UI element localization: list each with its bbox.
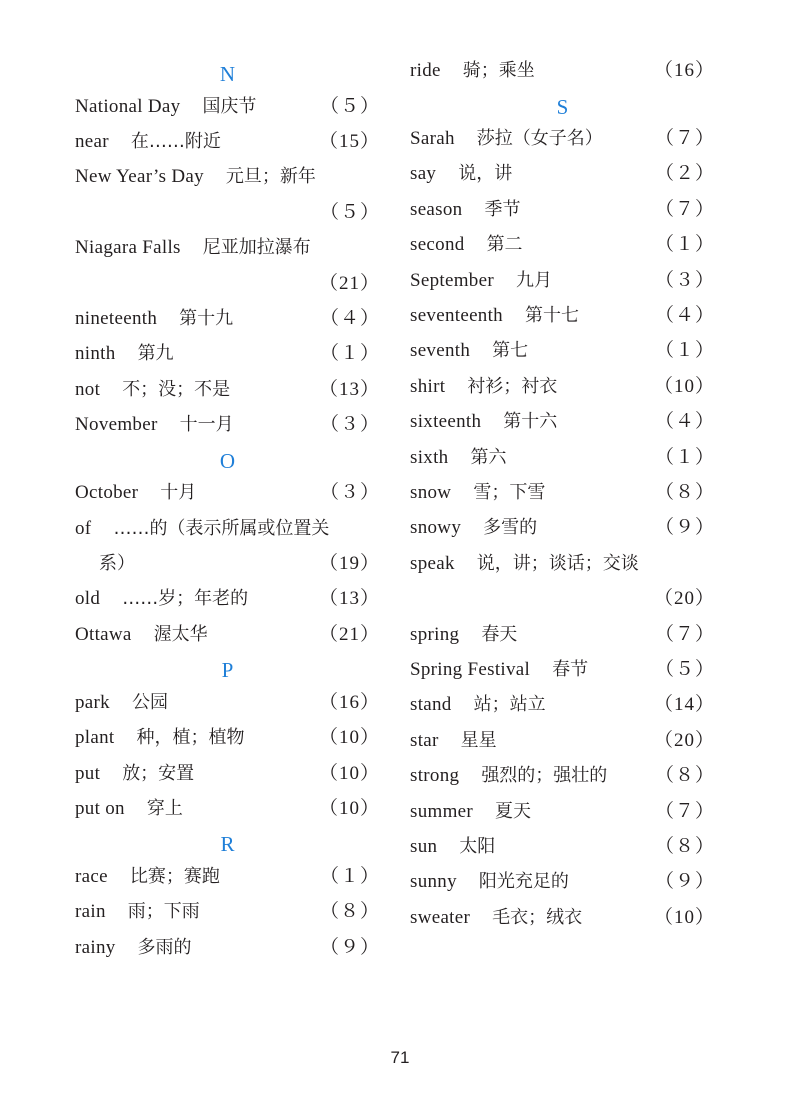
entry-meaning: 夏天	[495, 800, 532, 822]
glossary-entry-unit-line	[75, 269, 380, 299]
entry-meaning: 季节	[484, 198, 521, 220]
entry-meaning: 强烈的；强壮的	[481, 765, 608, 787]
entry-unit-number: （５）	[319, 95, 380, 117]
entry-meaning: 第十九	[179, 307, 234, 329]
entry-unit-number: （７）	[654, 128, 715, 149]
entry-meaning-continuation: 系）	[99, 552, 135, 574]
entry-unit-number: （９）	[319, 936, 380, 958]
entry-unit-number: （10）	[653, 906, 715, 928]
entry-word: November	[75, 414, 158, 436]
entry-unit-number: （10）	[653, 375, 715, 397]
entry-word: New Year’s Day	[75, 166, 204, 188]
glossary-entry	[75, 339, 380, 369]
entry-word: speak	[410, 552, 455, 574]
entry-word: ninth	[75, 343, 116, 365]
glossary-entry	[410, 266, 715, 296]
entry-word: stand	[410, 694, 452, 716]
entry-unit-number: （４）	[654, 411, 715, 433]
entry-meaning: 第九	[137, 343, 174, 365]
entry-unit-number: （１）	[654, 234, 715, 256]
glossary-entry	[410, 230, 715, 260]
entry-word: strong	[410, 765, 460, 787]
entry-meaning: 在……附近	[130, 130, 221, 152]
glossary-entry	[410, 867, 715, 897]
entry-meaning: 比赛；赛跑	[129, 865, 220, 887]
entry-word: seventeenth	[410, 305, 503, 326]
entry-meaning: 春天	[481, 623, 518, 645]
entry-word: Spring Festival	[410, 659, 531, 680]
entry-meaning: 不；没；不是	[122, 378, 231, 400]
glossary-entry	[410, 513, 715, 543]
entry-word: sunny	[410, 871, 457, 893]
glossary-entry	[410, 195, 715, 225]
entry-meaning: 第七	[492, 340, 529, 362]
entry-meaning: 多雪的	[483, 517, 538, 539]
glossary-entry	[410, 549, 715, 579]
entry-word: not	[75, 378, 101, 400]
glossary-entry	[75, 514, 380, 544]
entry-word: sixth	[410, 446, 449, 468]
glossary-entry-unit-line	[75, 198, 380, 228]
glossary-entry	[410, 124, 715, 154]
entry-meaning: 渥太华	[153, 623, 208, 645]
entry-meaning: 第二	[486, 234, 523, 256]
entry-word: race	[75, 865, 108, 887]
glossary-entry	[410, 655, 715, 685]
glossary-entry	[410, 443, 715, 473]
entry-unit-number: （15）	[318, 130, 380, 152]
glossary-entry	[75, 759, 380, 789]
entry-meaning: 十月	[160, 482, 197, 504]
glossary-entry	[75, 688, 380, 718]
entry-unit-number: （８）	[654, 765, 715, 787]
page-number: 71	[390, 1048, 410, 1067]
entry-meaning: 阳光充足的	[478, 871, 569, 893]
entry-meaning: 星星	[460, 729, 497, 751]
entry-meaning: 第十七	[524, 305, 579, 326]
glossary-entry	[410, 690, 715, 720]
entry-meaning: 第六	[470, 446, 507, 468]
entry-unit-number: （９）	[654, 517, 715, 539]
entry-word: say	[410, 163, 437, 185]
glossary-entry	[410, 797, 715, 827]
glossary-entry	[410, 407, 715, 437]
entry-meaning: 公园	[131, 691, 168, 713]
entry-meaning: 九月	[515, 269, 552, 291]
glossary-entry	[410, 159, 715, 189]
glossary-entry	[75, 233, 380, 263]
entry-word: September	[410, 269, 494, 291]
glossary-entry	[75, 304, 380, 334]
entry-meaning: 穿上	[146, 797, 183, 819]
section-letter-heading: R	[220, 832, 235, 857]
entry-unit-number: （３）	[319, 482, 380, 504]
glossary-entry	[75, 478, 380, 508]
entry-word: sixteenth	[410, 411, 482, 433]
entry-word: put	[75, 762, 101, 784]
entry-unit-number: （８）	[319, 901, 380, 923]
entry-word: put on	[75, 797, 125, 819]
entry-meaning: 十一月	[179, 414, 234, 436]
glossary-entry	[410, 726, 715, 756]
entry-meaning: 放；安置	[122, 762, 195, 784]
glossary-entry	[75, 162, 380, 192]
glossary-entry-continuation	[75, 549, 380, 579]
section-letter-heading: N	[219, 62, 236, 86]
entry-word: October	[75, 482, 139, 504]
entry-word: second	[410, 234, 465, 256]
entry-unit-number: （16）	[653, 60, 715, 81]
entry-word: shirt	[410, 375, 446, 397]
entry-word: snow	[410, 482, 452, 503]
entry-unit-number: （１）	[319, 343, 380, 365]
entry-unit-number: （13）	[318, 588, 380, 610]
entry-unit-number: （８）	[654, 836, 715, 857]
entry-unit-number: （21）	[318, 623, 380, 645]
entry-meaning: 尼亚加拉瀑布	[202, 237, 311, 259]
entry-meaning: 站；站立	[473, 694, 546, 716]
entry-meaning: 国庆节	[202, 95, 257, 117]
entry-word: nineteenth	[75, 307, 158, 329]
entry-word: Niagara Falls	[75, 237, 181, 259]
entry-meaning: 衬衫；衬衣	[467, 375, 558, 397]
entry-unit-number: （１）	[654, 340, 715, 362]
entry-word: rainy	[75, 936, 116, 958]
entry-word: ride	[410, 60, 441, 81]
entry-word: old	[75, 588, 101, 610]
entry-unit-number: （14）	[653, 694, 715, 716]
entry-unit-number: （10）	[318, 797, 380, 819]
entry-unit-number: （10）	[318, 727, 380, 749]
entry-unit-number: （１）	[654, 446, 715, 468]
entry-unit-number: （10）	[318, 762, 380, 784]
entry-word: Ottawa	[75, 623, 132, 645]
entry-meaning: 骑；乘坐	[462, 60, 535, 81]
glossary-entry	[410, 56, 715, 86]
glossary-entry	[75, 584, 380, 614]
entry-word: sweater	[410, 906, 471, 928]
glossary-entry	[410, 372, 715, 402]
entry-unit-number: （16）	[318, 691, 380, 713]
entry-word: season	[410, 198, 463, 220]
entry-meaning: 元旦；新年	[225, 166, 316, 188]
entry-meaning: 雨；下雨	[127, 901, 200, 923]
section-letter-heading: S	[556, 94, 569, 119]
entry-unit-number: （８）	[654, 482, 715, 503]
entry-word: seventh	[410, 340, 471, 362]
entry-unit-number: （20）	[653, 588, 715, 610]
entry-meaning: 毛衣；绒衣	[492, 906, 583, 928]
glossary-entry	[75, 375, 380, 405]
entry-meaning: 第十六	[503, 411, 558, 433]
entry-word: star	[410, 729, 439, 751]
glossary-entry	[410, 478, 715, 508]
glossary-entry	[75, 862, 380, 892]
entry-meaning: 莎拉（女子名）	[476, 128, 603, 149]
entry-meaning: 说，讲；谈话；交谈	[476, 552, 639, 574]
glossary-entry-unit-line	[410, 584, 715, 614]
entry-meaning: 多雨的	[137, 936, 192, 958]
entry-unit-number: （２）	[654, 163, 715, 185]
entry-meaning: 说，讲	[458, 163, 513, 185]
glossary-entry	[75, 127, 380, 157]
entry-unit-number: （５）	[654, 659, 715, 680]
entry-word: park	[75, 691, 110, 713]
glossary-entry	[410, 301, 715, 331]
entry-unit-number: （３）	[319, 414, 380, 436]
glossary-entry	[410, 761, 715, 791]
glossary-entry	[410, 832, 715, 862]
entry-word: summer	[410, 800, 474, 822]
glossary-entry	[75, 933, 380, 963]
entry-meaning: ……的（表示所属或位置关	[113, 517, 330, 539]
entry-meaning: 雪；下雪	[473, 482, 546, 503]
glossary-entry	[75, 620, 380, 650]
entry-unit-number: （19）	[318, 552, 380, 574]
entry-word: Sarah	[410, 128, 455, 149]
entry-meaning: 种，植；植物	[136, 727, 245, 749]
glossary-entry	[75, 410, 380, 440]
entry-word: spring	[410, 623, 460, 645]
entry-meaning: 太阳	[459, 836, 496, 857]
glossary-entry	[410, 620, 715, 650]
section-letter-heading: O	[219, 448, 236, 473]
glossary-entry	[75, 723, 380, 753]
glossary-entry	[75, 92, 380, 122]
entry-unit-number: （７）	[654, 623, 715, 645]
entry-word: rain	[75, 901, 106, 923]
entry-unit-number: （５）	[319, 201, 380, 223]
entry-unit-number: （13）	[318, 378, 380, 400]
entry-word: sun	[410, 836, 438, 857]
entry-word: of	[75, 517, 92, 539]
glossary-entry	[75, 794, 380, 824]
entry-unit-number: （21）	[318, 272, 380, 294]
glossary-entry	[410, 336, 715, 366]
entry-unit-number: （７）	[654, 800, 715, 822]
entry-unit-number: （３）	[654, 269, 715, 291]
entry-unit-number: （４）	[654, 305, 715, 326]
entry-unit-number: （１）	[319, 865, 380, 887]
glossary-entry	[410, 903, 715, 933]
entry-word: plant	[75, 727, 115, 749]
entry-word: National Day	[75, 95, 181, 117]
entry-unit-number: （７）	[654, 198, 715, 220]
entry-unit-number: （20）	[653, 729, 715, 751]
entry-meaning: 春节	[552, 659, 589, 680]
entry-meaning: ……岁；年老的	[122, 588, 249, 610]
entry-unit-number: （４）	[319, 307, 380, 329]
entry-unit-number: （９）	[654, 871, 715, 893]
glossary-entry	[75, 897, 380, 927]
section-letter-heading: P	[221, 658, 234, 683]
entry-word: snowy	[410, 517, 462, 539]
entry-word: near	[75, 130, 109, 152]
